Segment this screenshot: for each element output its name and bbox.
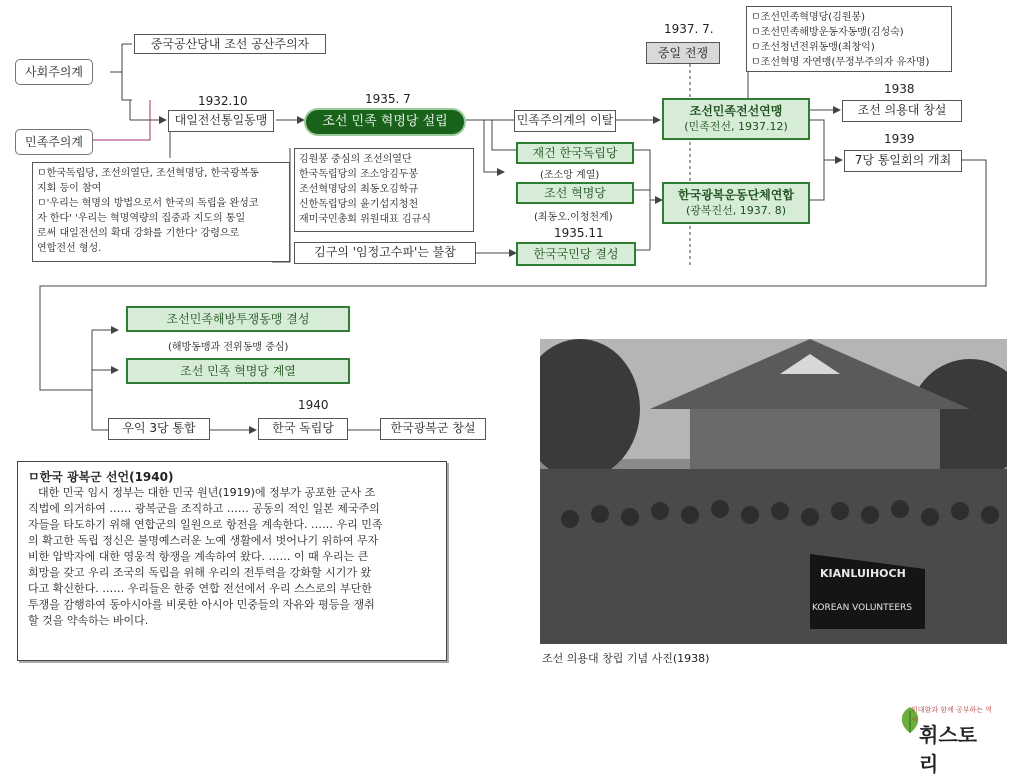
volunteer-corps-box: 조선 의용대 창설 <box>842 100 962 122</box>
socialist-camp-box: 사회주의계 <box>16 60 92 84</box>
note-line: 연합전선 형성. <box>37 243 102 254</box>
logo-name: 휘스토리 <box>919 723 977 776</box>
front-alliance-title: 조선민족전선연맹 <box>689 104 783 118</box>
korea-national-party-box: 한국국민당 결성 <box>516 242 636 266</box>
photo-caption: 조선 의용대 창립 기념 사진(1938) <box>542 652 710 665</box>
alliance-members-note <box>32 162 290 262</box>
note-line: ㅁ조선청년전위동맹(최창익) <box>751 42 875 53</box>
reborn-independence-party-box: 재건 한국독립당 <box>516 142 634 164</box>
volunteer-corps-photo <box>540 339 1007 644</box>
liberation-sub-label: (해방동맹과 전위동맹 중심) <box>168 342 289 353</box>
note-line: 로써 대일전선의 확대 강화를 기한다' 강령으로 <box>37 228 240 239</box>
banner-text-top: KIANLUIHOCH <box>820 567 906 580</box>
note-line: 재미국민총회 위원대표 김규식 <box>299 214 431 225</box>
restoration-army-box: 한국광복군 창설 <box>380 418 486 440</box>
date-1940: 1940 <box>298 398 329 412</box>
declaration-line: 희망을 갖고 우리 조국의 독립을 위해 우리의 전투력을 강화할 시기가 왔 <box>28 566 372 579</box>
declaration-line: 다고 확신한다. …… 우리들은 한중 연합 전선에서 우리 스스로의 부단한 <box>28 582 372 595</box>
front-alliance-sub: (민족전선, 1937.12) <box>684 120 788 133</box>
date-1935-11: 1935.11 <box>554 226 604 240</box>
declaration-line: 대한 민국 임시 정부는 대한 민국 원년(1919)에 정부가 공포한 군사 조 <box>38 486 376 499</box>
note-line: ㅁ조선혁명 자연맹(무정부주의자 유자명) <box>751 57 930 68</box>
date-1938: 1938 <box>884 82 915 96</box>
front-members-note <box>746 6 952 72</box>
note-line: ㅁ한국독립당, 조선의열단, 조선혁명당, 한국광복동 <box>37 168 259 179</box>
note-line: ㅁ'우리는 혁명의 방법으로서 한국의 독립을 완성코 <box>37 198 259 209</box>
note-line: ㅁ조선민족혁명당(김원봉) <box>751 12 866 23</box>
seven-party-meeting-box: 7당 통일회의 개최 <box>844 150 962 172</box>
sino-jp-war-box: 중일 전쟁 <box>646 42 720 64</box>
declaration-line: 자들을 타도하기 위해 연합군의 일원으로 항전을 계속한다. …… 우리 민족 <box>28 518 383 531</box>
restoration-federation-sub: (광복진선, 1937. 8) <box>685 204 787 217</box>
note-line: 신한독립당의 윤기섭지청천 <box>299 199 419 210</box>
note-line: 자 한다' '우리는 혁명역량의 집중과 지도의 통일 <box>37 213 246 224</box>
nationalist-leave-box: 민족주의계의 이탈 <box>514 110 616 132</box>
photo-illustration <box>540 339 1007 644</box>
kim-gu-note-box: 김구의 '임정고수파'는 불참 <box>294 242 476 264</box>
declaration-panel <box>17 461 447 661</box>
date-1937-7: 1937. 7. <box>664 22 714 36</box>
declaration-line: 할 것을 약속하는 바이다. <box>28 614 149 627</box>
liberation-alliance-box: 조선민족해방투쟁동맹 결성 <box>126 306 350 332</box>
declaration-line: 의 확고한 독립 정신은 불명예스러운 노예 생활에서 벗어나기 위하여 무자 <box>28 534 379 547</box>
chinese-cp-box: 중국공산당내 조선 공산주의자 <box>134 34 326 54</box>
date-1939: 1939 <box>884 132 915 146</box>
date-1935-7: 1935. 7 <box>365 92 411 106</box>
nationalist-camp-box: 민족주의계 <box>16 130 92 154</box>
party-leaders-note <box>294 148 474 232</box>
note-line: ㅁ조선민족해방운동자동맹(김성숙) <box>751 27 904 38</box>
declaration-line: 직법에 의거하여 …… 광복군을 조직하고 …… 공동의 적인 일본 제국주의 <box>28 502 380 515</box>
front-alliance-box <box>662 98 810 140</box>
note-line: 지회 등이 참여 <box>37 183 102 194</box>
revolution-sub-label: (최동오.이청천계) <box>534 212 613 223</box>
restoration-federation-box <box>662 182 810 224</box>
reborn-sub-label: (조소앙 계열) <box>540 170 600 181</box>
logo-tagline: 위대함과 함께 공부하는 역사 <box>911 706 993 724</box>
revolution-party-box: 조선 혁명당 <box>516 182 634 204</box>
anti-jp-alliance-box: 대일전선통일동맹 <box>168 110 274 132</box>
declaration-body <box>28 485 436 629</box>
independence-party-box: 한국 독립당 <box>258 418 348 440</box>
banner-text-bottom: KOREAN VOLUNTEERS <box>812 603 912 613</box>
note-line: 한국독립당의 조소앙김두봉 <box>299 169 419 180</box>
revolution-line-box: 조선 민족 혁명당 계열 <box>126 358 350 384</box>
logo <box>895 705 995 776</box>
note-line: 조선혁명당의 최동오김학규 <box>299 184 419 195</box>
korean-revolution-party-box: 조선 민족 혁명당 설립 <box>304 108 466 136</box>
date-1932: 1932.10 <box>198 94 248 108</box>
declaration-title: ㅁ한국 광복군 선언(1940) <box>28 470 174 484</box>
declaration-line: 비한 압박자에 대한 영웅적 항쟁을 계속하여 왔다. …… 이 때 우리는 큰 <box>28 550 369 563</box>
note-line: 김원봉 중심의 조선의열단 <box>299 154 412 165</box>
right-three-party-box: 우익 3당 통합 <box>108 418 210 440</box>
restoration-federation-title: 한국광복운동단체연합 <box>678 188 794 202</box>
declaration-line: 투쟁을 감행하여 동아시아를 비롯한 아시아 민중들의 자유와 평등을 쟁취 <box>28 598 375 611</box>
